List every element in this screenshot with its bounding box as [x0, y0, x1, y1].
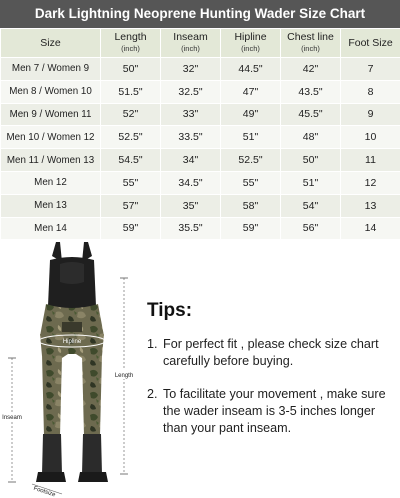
length-cell: 55" [101, 171, 161, 194]
footsize-label: Footsize [32, 485, 57, 498]
tip-item [147, 336, 397, 370]
inseam-cell: 35" [161, 194, 221, 217]
hipline-label: Hipline [62, 339, 82, 345]
length-cell: 50" [101, 58, 161, 81]
inseam-cell: 33.5" [161, 126, 221, 149]
tip-text: For perfect fit , please check size chart carefully before buying. [163, 337, 379, 368]
tip-number: 2. [147, 387, 158, 401]
chart-title: Dark Lightning Neoprene Hunting Wader Size Chart [0, 0, 400, 28]
chest-line-cell: 45.5" [281, 103, 341, 126]
inseam-cell: 34" [161, 149, 221, 172]
inseam-cell: 32.5" [161, 80, 221, 103]
chest-line-cell: 43.5" [281, 80, 341, 103]
chest-line-cell: 48" [281, 126, 341, 149]
footsize-marker [32, 484, 62, 498]
foot-size-cell: 13 [341, 194, 400, 217]
size-cell: Men 11 / Women 13 [1, 149, 101, 172]
foot-size-cell: 8 [341, 80, 400, 103]
wader-body [36, 242, 108, 482]
chest-line-cell: 54" [281, 194, 341, 217]
size-cell: Men 13 [1, 194, 101, 217]
hipline-cell: 47" [221, 80, 281, 103]
table-row [1, 80, 400, 103]
table-row [1, 171, 400, 194]
length-cell: 51.5" [101, 80, 161, 103]
tip-number: 1. [147, 337, 158, 351]
size-chart-table [0, 28, 400, 240]
table-header-row [1, 29, 400, 58]
foot-size-cell: 14 [341, 217, 400, 240]
size-cell: Men 7 / Women 9 [1, 58, 101, 81]
table-row [1, 58, 400, 81]
table-row [1, 126, 400, 149]
tips-section [147, 300, 397, 453]
chest-line-cell: 42" [281, 58, 341, 81]
header-size: Size [1, 29, 101, 58]
length-cell: 57" [101, 194, 161, 217]
header-length: Length (inch) [101, 29, 161, 58]
header-inseam: Inseam (inch) [161, 29, 221, 58]
hipline-cell: 49" [221, 103, 281, 126]
foot-size-cell: 7 [341, 58, 400, 81]
length-cell: 52" [101, 103, 161, 126]
foot-size-cell: 12 [341, 171, 400, 194]
hipline-cell: 51" [221, 126, 281, 149]
hipline-cell: 44.5" [221, 58, 281, 81]
length-cell: 52.5" [101, 126, 161, 149]
hipline-cell: 59" [221, 217, 281, 240]
length-marker [113, 278, 135, 474]
size-cell: Men 8 / Women 10 [1, 80, 101, 103]
length-label: Length [114, 373, 134, 379]
tip-item [147, 386, 397, 437]
table-row [1, 149, 400, 172]
foot-size-cell: 10 [341, 126, 400, 149]
chest-line-cell: 56" [281, 217, 341, 240]
length-cell: 59" [101, 217, 161, 240]
size-cell: Men 14 [1, 217, 101, 240]
foot-size-cell: 9 [341, 103, 400, 126]
hipline-cell: 58" [221, 194, 281, 217]
chest-line-cell: 51" [281, 171, 341, 194]
header-foot-size: Foot Size [341, 29, 400, 58]
inseam-cell: 32" [161, 58, 221, 81]
inseam-cell: 35.5" [161, 217, 221, 240]
tips-heading: Tips: [147, 300, 193, 321]
hipline-cell: 55" [221, 171, 281, 194]
tip-text: To facilitate your movement , make sure the wader inseam is 3-5 inches longer than your pant inseam. [163, 387, 386, 435]
inseam-label: Inseam [2, 415, 22, 421]
hipline-cell: 52.5" [221, 149, 281, 172]
size-cell: Men 10 / Women 12 [1, 126, 101, 149]
header-hipline: Hipline (inch) [221, 29, 281, 58]
table-row [1, 103, 400, 126]
table-row [1, 194, 400, 217]
size-cell: Men 9 / Women 11 [1, 103, 101, 126]
inseam-marker [1, 358, 23, 482]
foot-size-cell: 11 [341, 149, 400, 172]
header-chest-line: Chest line (inch) [281, 29, 341, 58]
length-cell: 54.5" [101, 149, 161, 172]
chest-line-cell: 50" [281, 149, 341, 172]
inseam-cell: 33" [161, 103, 221, 126]
inseam-cell: 34.5" [161, 171, 221, 194]
size-cell: Men 12 [1, 171, 101, 194]
wader-measurement-diagram [0, 236, 150, 498]
